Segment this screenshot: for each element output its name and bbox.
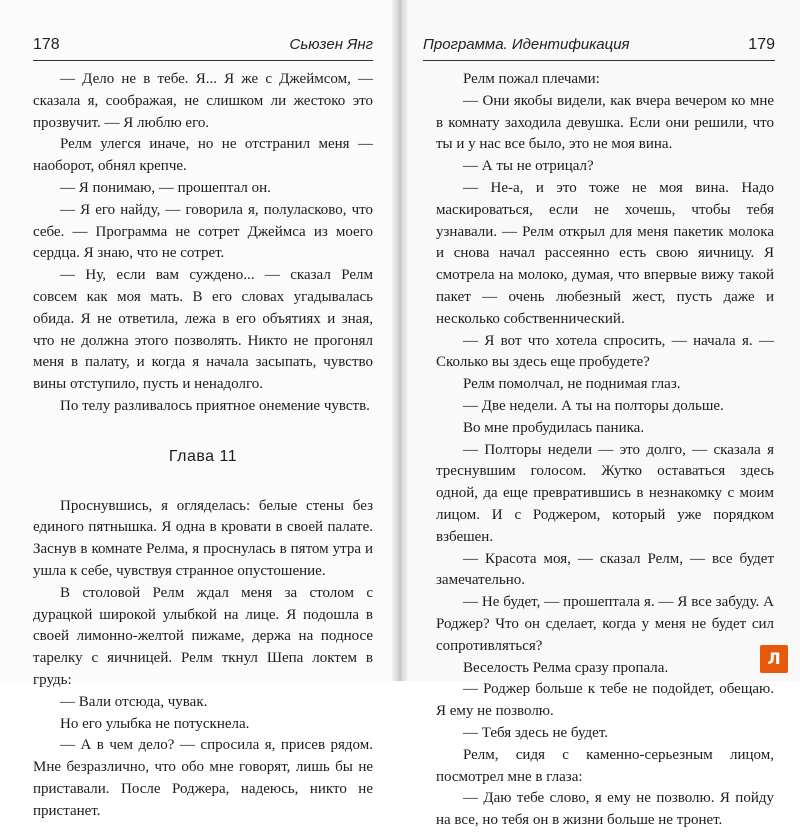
right-body-text <box>436 69 774 832</box>
paragraph: Во мне пробудилась паника. <box>463 419 645 436</box>
paragraph: — Дело не в тебе. Я... Я же с Джеймсом, — сказала я, соображая, не слишком ли жестоко это прозвучит. — Я люблю его. <box>33 71 373 131</box>
paragraph: Веселость Релма сразу пропала. <box>463 659 669 676</box>
paragraph: Проснувшись, я огляделась: белые стены без единого пятнышка. Я одна в кровати в своей палате. Заснув в комнате Релма, я проснулась в пятом утра и ушла к себе, чувствуя странное опустошение. <box>33 497 373 579</box>
right-running-head <box>423 36 775 58</box>
paragraph: — Роджер больше к тебе не подойдет, обещаю. Я ему не позволю. <box>436 681 774 720</box>
right-page <box>402 0 800 829</box>
paragraph: Релм улегся иначе, но не отстранил меня — наоборот, обнял крепче. <box>33 136 373 175</box>
paragraph: В столовой Релм ждал меня за столом с дурацкой широкой улыбкой на лице. Я подошла в своей лимонно-желтой пижаме, держа на подносе тарелку с яичницей. Релм ткнул Шепа локтем в грудь: <box>33 584 373 688</box>
right-page-number: 179 <box>748 36 775 53</box>
paragraph: Релм помолчал, не поднимая глаз. <box>463 376 681 393</box>
book-gutter <box>392 0 408 681</box>
paragraph: — Они якобы видели, как вчера вечером ко мне в комнату заходила девушка. Если они решили, что ты и у нас все было, это не моя вина. <box>436 92 774 153</box>
paragraph: — Тебя здесь не будет. <box>463 724 608 741</box>
left-page <box>0 0 398 819</box>
paragraph: По телу разливалось приятное онемение чувств. <box>60 397 370 414</box>
paragraph: Релм, сидя с каменно-серьезным лицом, посмотрел мне в глаза: <box>436 746 774 785</box>
paragraph: — Даю тебе слово, я ему не позволю. Я пойду на все, но тебя он в жизни больше не тронет. <box>436 790 774 829</box>
left-running-head <box>33 36 373 58</box>
paragraph: Но его улыбка не потускнела. <box>60 715 250 732</box>
right-header-rule <box>423 60 775 61</box>
paragraph: — Две недели. А ты на полторы дольше. <box>463 397 724 414</box>
paragraph: — Я его найду, — говорила я, полуласково, что себе. — Программа не сотрет Джеймса из моего сердца. Я знаю, что не сотрет. <box>33 201 373 262</box>
paragraph: — Не будет, — прошептала я. — Я все забуду. А Роджер? Что он сделает, когда у меня не будет сил сопротивляться? <box>436 594 774 654</box>
paragraph: — А ты не отрицал? <box>463 158 594 175</box>
paragraph: — А в чем дело? — спросила я, присев рядом. Мне безразлично, что обо мне говорят, лишь бы не приставали. После Роджера, надеюсь, никто не пристанет. <box>33 737 373 819</box>
left-header-rule <box>33 60 373 61</box>
paragraph: — Ну, если вам суждено... — сказал Релм совсем как моя мать. В его словах угадывалась обида. Я не ответила, лежа в его объятиях и зная, что не должна этого позволять. Никто не прогонял меня в палату, и когда я начала засыпать, чувство вины отступило, пусть и ненадолго. <box>33 267 373 393</box>
left-page-number: 178 <box>33 36 60 53</box>
paragraph: — Я понимаю, — прошептал он. <box>60 179 271 196</box>
chapter-heading: Глава 11 <box>168 447 238 465</box>
paragraph: — Я вот что хотела спросить, — начала я. — Сколько вы здесь еще пробудете? <box>436 332 774 371</box>
left-body-text <box>33 69 373 823</box>
publisher-logo-icon: Л <box>760 645 788 673</box>
paragraph: Релм пожал плечами: <box>463 71 600 87</box>
paragraph: — Вали отсюда, чувак. <box>60 693 208 710</box>
paragraph: — Красота моя, — сказал Релм, — все будет замечательно. <box>436 550 774 589</box>
paragraph: — Не-а, и это тоже не моя вина. Надо маскироваться, если не хочешь, чтобы тебя узнавали. — Релм открыл для меня пакетик молока и снова начал рассеянно есть свою яичницу. Я смотрела на молоко, думая, что впервые вижу такой пакет — очень любезный жест, пусть даже и несколько собственнический. <box>436 179 774 327</box>
right-running-title: Программа. Идентификация <box>423 36 630 53</box>
paragraph: — Полторы недели — это долго, — сказала я треснувшим голосом. Жутко оставаться здесь одной, да еще превратившись в незнакомку с моим лицом. И с Роджером, который уже порядком взбешен. <box>436 441 774 545</box>
left-running-title: Сьюзен Янг <box>289 36 373 53</box>
